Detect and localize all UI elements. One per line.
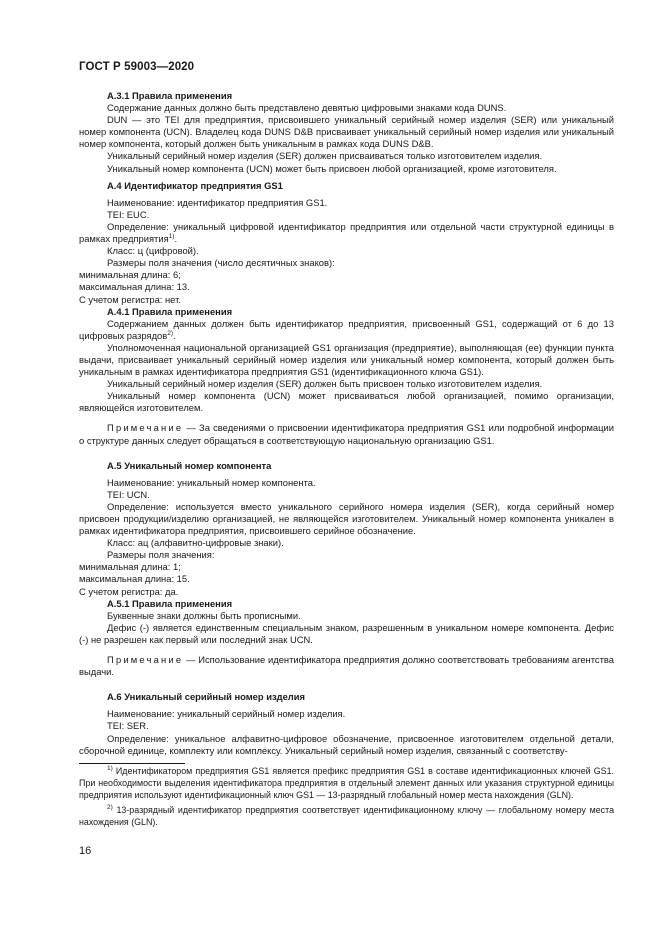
paragraph bbox=[79, 318, 614, 342]
paragraph: Дефис (-) является единственным специальным знаком, разрешенным в уникальном номере компонента. Дефис (-) не разрешен как первый или последний знак UCN. bbox=[79, 621, 614, 645]
paragraph: Уполномоченная национальной организацией GS1 организация (предприятие), выполняющая (ее) функции пункта выдачи, присваивает уникальный серийный номер изделия или уникальный номер компонента, который должен быть уникальным в рамках идентификатора предприятия GS1 (идентификационного ключа GS1). bbox=[79, 341, 614, 378]
footnote-separator bbox=[79, 763, 185, 764]
note-text: — Использование идентификатора предприятия должно соответствовать требованиям агентства выдачи. bbox=[79, 654, 614, 678]
paragraph: Уникальный номер компонента (UCN) может присваиваться любой организацией, помимо организации, являющейся изготовителем. bbox=[79, 390, 614, 414]
paragraph: максимальная длина: 13. bbox=[79, 281, 190, 293]
note bbox=[79, 422, 614, 446]
paragraph: максимальная длина: 15. bbox=[79, 573, 190, 585]
paragraph bbox=[79, 221, 614, 245]
punctuation: . bbox=[174, 233, 178, 245]
section-heading: А.5 Уникальный номер компонента bbox=[107, 459, 272, 471]
paragraph: Размеры поля значения: bbox=[107, 549, 215, 561]
paragraph: Класс: ац (алфавитно-цифровые знаки). bbox=[107, 537, 284, 549]
section-heading: А.4.1 Правила применения bbox=[107, 305, 233, 317]
paragraph: Уникальный номер компонента (UCN) может быть присвоен любой организацией, кроме изготовителя. bbox=[107, 162, 557, 174]
note-label: Примечание bbox=[107, 422, 184, 434]
paragraph-text: Содержанием данных должен быть идентификатор предприятия, присвоенный GS1, содержащий от 6 до 13 цифровых разрядов bbox=[79, 317, 614, 341]
note bbox=[79, 654, 614, 678]
page-number: 16 bbox=[79, 845, 92, 857]
paragraph: TEI: UCN. bbox=[107, 488, 150, 500]
section-heading: А.3.1 Правила применения bbox=[107, 90, 233, 101]
footnote-ref: 2) bbox=[167, 329, 174, 337]
paragraph: Буквенные знаки должны быть прописными. bbox=[107, 609, 301, 621]
paragraph: минимальная длина: 1; bbox=[79, 561, 181, 573]
paragraph: Уникальный серийный номер изделия (SER) должен быть присвоен только изготовителем изделия. bbox=[107, 378, 543, 390]
paragraph: TEI: SER. bbox=[107, 720, 149, 732]
section-heading: А.6 Уникальный серийный номер изделия bbox=[107, 691, 305, 703]
paragraph: С учетом регистра: да. bbox=[79, 585, 179, 597]
document-header: ГОСТ Р 59003—2020 bbox=[79, 61, 195, 73]
footnote-mark: 1) bbox=[107, 765, 113, 772]
footnote-mark: 2) bbox=[107, 804, 113, 812]
paragraph: Определение: уникальное алфавитно-цифровое обозначение, присвоенное изготовителем отдельной детали, сборочной единице, комплекту или комплексу. Уникальный серийный номер изделия, связанный с соответству- bbox=[79, 732, 614, 756]
paragraph: Определение: используется вместо уникального серийного номера изделия (SER), когда серийный номер присвоен продукции/изделию организацией, не являющейся изготовителем. Уникальный номер компонента уникален в рамках идентификатора предприятия, присвоившего серийное обозначение. bbox=[79, 500, 614, 537]
main-content bbox=[79, 90, 614, 757]
punctuation: . bbox=[173, 329, 176, 341]
paragraph: Содержание данных должно быть представлено девятью цифровыми знаками кода DUNS. bbox=[107, 102, 507, 114]
footnote bbox=[79, 766, 614, 801]
paragraph: минимальная длина: 6; bbox=[79, 269, 181, 281]
paragraph: DUN — это TEI для предприятия, присвоившего уникальный серийный номер изделия (SER) или уникальный номер компонента (UCN). Владелец кода DUNS D&B присваивает уникальный серийный номер изделия или уникальный номер компонента, который должен быть уникальным в рамках кода DUNS D&B. bbox=[79, 114, 614, 150]
paragraph: Наименование: уникальный номер компонента. bbox=[107, 476, 316, 488]
footnote-ref: 1) bbox=[168, 233, 175, 241]
section-heading: А.5.1 Правила применения bbox=[107, 597, 233, 609]
paragraph: Наименование: идентификатор предприятия GS1. bbox=[107, 196, 328, 208]
footnote bbox=[79, 805, 614, 829]
definition-text: Определение: уникальный цифровой идентификатор предприятия или отдельной части структурной единицы в рамках предприятия bbox=[79, 220, 614, 245]
note-text: — За сведениями о присвоении идентификатора предприятия GS1 или подробной информации о структуре данных следует обращаться в соответствующую национальную организацию GS1. bbox=[79, 422, 614, 446]
footnote-text: 13-разрядный идентификатор предприятия соответствует идентификационному ключу — глобальному номеру места нахождения (GLN). bbox=[79, 805, 614, 828]
footnote-text: Идентификатором предприятия GS1 является префикс предприятия GS1 в составе идентификационных ключей GS1. При необходимости выделения идентификатора предприятия в отдельный элемент данных или указания структурной единицы предприятия используют идентификационный ключ GS1 — 13-разрядный глобальный номер места нахождения (GLN). bbox=[79, 766, 614, 800]
paragraph: С учетом регистра: нет. bbox=[79, 293, 181, 305]
paragraph: Уникальный серийный номер изделия (SER) должен присваиваться только изготовителем изделия. bbox=[107, 150, 543, 162]
paragraph: Класс: ц (цифровой). bbox=[107, 245, 199, 257]
note-label: Примечание bbox=[107, 654, 184, 666]
footnotes bbox=[79, 766, 614, 829]
paragraph: Наименование: уникальный серийный номер изделия. bbox=[107, 708, 346, 720]
paragraph: TEI: EUC. bbox=[107, 208, 150, 220]
paragraph: Размеры поля значения (число десятичных знаков): bbox=[107, 257, 335, 269]
section-heading: А.4 Идентификатор предприятия GS1 bbox=[107, 179, 283, 191]
